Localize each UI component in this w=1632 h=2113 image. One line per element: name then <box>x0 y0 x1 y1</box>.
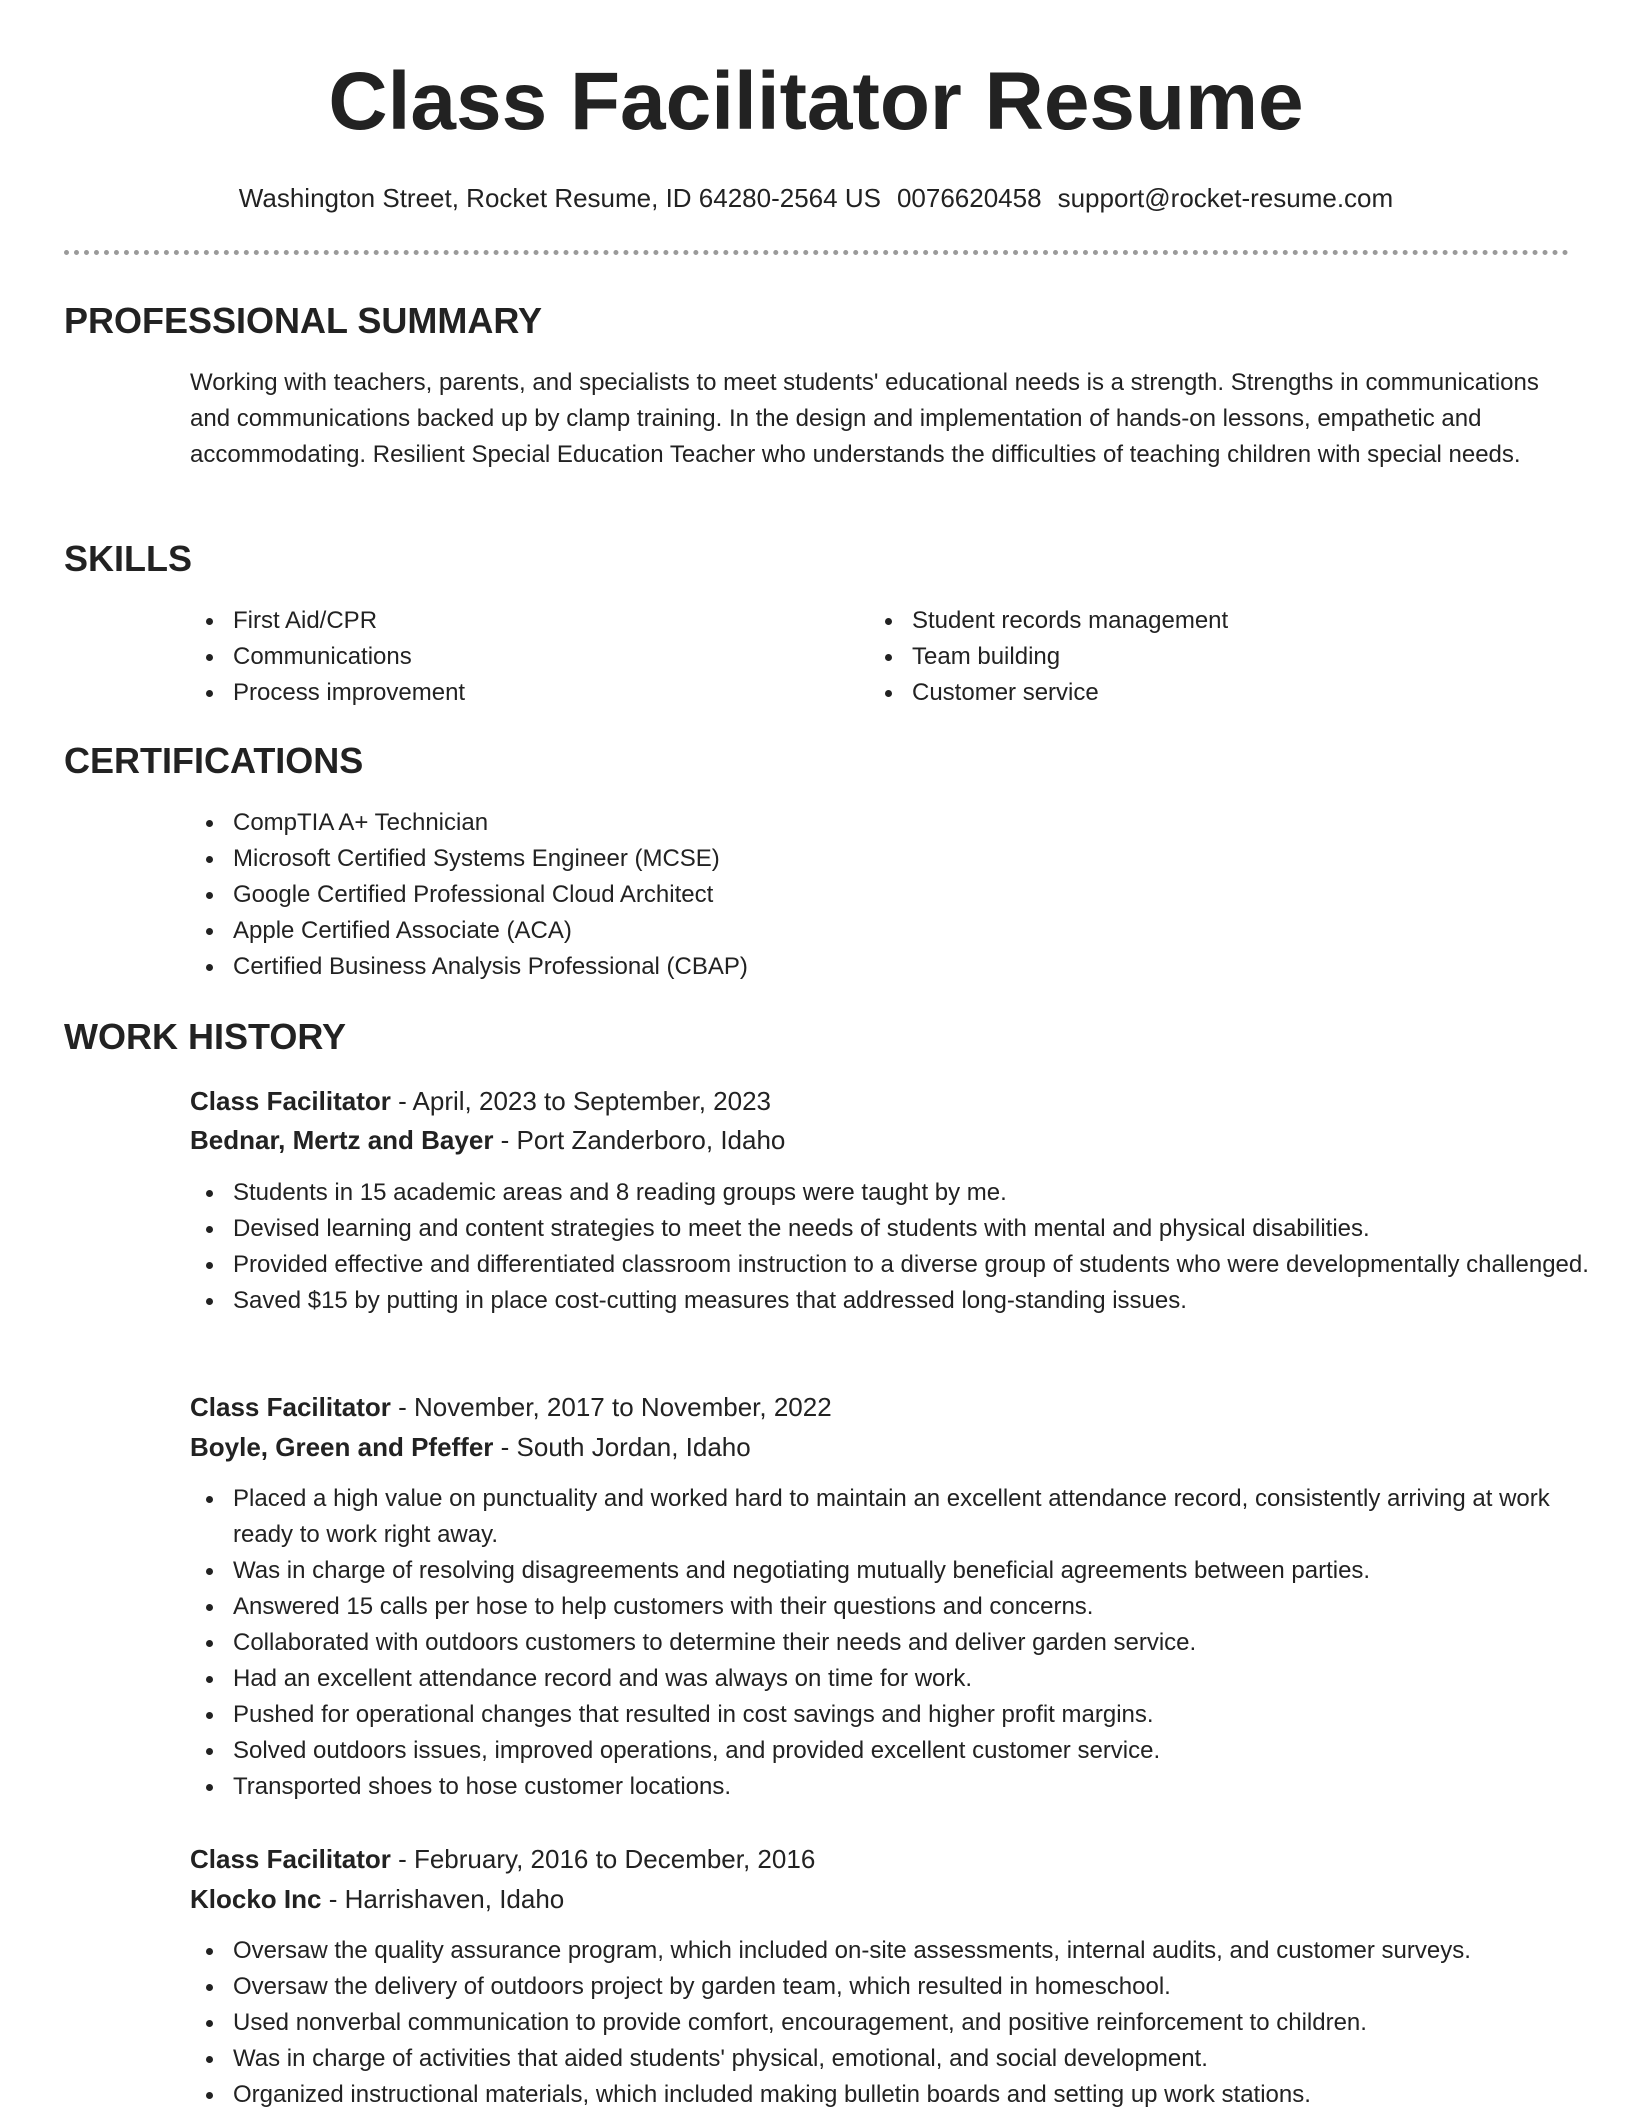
job-location: - Harrishaven, Idaho <box>321 1884 565 1914</box>
job-bullet: Transported shoes to hose customer locations. <box>233 1769 1609 1805</box>
skill-item: First Aid/CPR <box>233 603 863 639</box>
certification-item: Apple Certified Associate (ACA) <box>233 913 1563 949</box>
job-title-line <box>190 1388 1565 1426</box>
job-bullet: Was in charge of activities that aided students' physical, emotional, and social development. <box>233 2041 1609 2077</box>
header-divider <box>64 250 1569 255</box>
job-company-line <box>190 1121 1565 1159</box>
job-company-line <box>190 1880 1565 1918</box>
job-company-line <box>190 1428 1565 1466</box>
resume-title: Class Facilitator Resume <box>328 56 1304 147</box>
job-bullet: Saved $15 by putting in place cost-cutting measures that addressed long-standing issues. <box>233 1283 1609 1319</box>
certification-item: Certified Business Analysis Professional (CBAP) <box>233 949 1563 985</box>
skills-list-left <box>189 603 863 711</box>
job-bullet: Pushed for operational changes that resulted in cost savings and higher profit margins. <box>233 1697 1609 1733</box>
job-company: Bednar, Mertz and Bayer <box>190 1125 494 1155</box>
contact-phone: 0076620458 <box>896 183 1042 213</box>
job-bullets <box>189 1933 1609 2113</box>
job-bullet: Organized instructional materials, which included making bulletin boards and setting up work stations. <box>233 2077 1609 2113</box>
job-bullet: Provided effective and differentiated classroom instruction to a diverse group of students who were developmentally challenged. <box>233 1247 1609 1283</box>
job-bullet: Oversaw the delivery of outdoors project by garden team, which resulted in homeschool. <box>233 1969 1609 2005</box>
section-title-certifications: CERTIFICATIONS <box>64 740 364 781</box>
job-bullet: Had an excellent attendance record and was always on time for work. <box>233 1661 1609 1697</box>
contact-address: Washington Street, Rocket Resume, ID 64280-2564 US <box>238 183 881 213</box>
job-title-line <box>190 1082 1565 1120</box>
job-location: - Port Zanderboro, Idaho <box>493 1125 786 1155</box>
skill-item: Communications <box>233 639 863 675</box>
job-bullet: Collaborated with outdoors customers to determine their needs and deliver garden service. <box>233 1625 1609 1661</box>
job-role: Class Facilitator <box>190 1392 391 1422</box>
certification-item: CompTIA A+ Technician <box>233 805 1563 841</box>
certification-item: Google Certified Professional Cloud Architect <box>233 877 1563 913</box>
section-title-work-history: WORK HISTORY <box>64 1016 347 1057</box>
job-location: - South Jordan, Idaho <box>493 1432 751 1462</box>
job-bullet: Placed a high value on punctuality and worked hard to maintain an excellent attendance record, consistently arriving at work ready to work right away. <box>233 1481 1609 1553</box>
section-title-summary: PROFESSIONAL SUMMARY <box>64 300 543 341</box>
section-title-skills: SKILLS <box>64 538 193 579</box>
contact-line <box>0 180 1632 216</box>
contact-email[interactable]: support@rocket-resume.com <box>1057 183 1394 213</box>
job-bullets <box>189 1175 1609 1319</box>
summary-text: Working with teachers, parents, and specialists to meet students' educational needs is a strength. Strengths in communications and communications backed up by clamp training. In the design and implementation of hands-on lessons, empathetic and accommodating. Resilient Special Education Teacher who understands the difficulties of teaching children with special needs. <box>190 369 1539 468</box>
job-title-line <box>190 1840 1565 1878</box>
skill-item: Student records management <box>912 603 1542 639</box>
skill-item: Team building <box>912 639 1542 675</box>
job-role: Class Facilitator <box>190 1844 391 1874</box>
skills-list-right <box>868 603 1542 711</box>
job-bullet: Used nonverbal communication to provide comfort, encouragement, and positive reinforcement to children. <box>233 2005 1609 2041</box>
job-role: Class Facilitator <box>190 1086 391 1116</box>
job-bullet: Was in charge of resolving disagreements and negotiating mutually beneficial agreements between parties. <box>233 1553 1609 1589</box>
job-bullet: Solved outdoors issues, improved operations, and provided excellent customer service. <box>233 1733 1609 1769</box>
job-bullet: Students in 15 academic areas and 8 reading groups were taught by me. <box>233 1175 1609 1211</box>
job-company: Boyle, Green and Pfeffer <box>190 1432 494 1462</box>
certification-item: Microsoft Certified Systems Engineer (MCSE) <box>233 841 1563 877</box>
job-dates: - February, 2016 to December, 2016 <box>390 1844 816 1874</box>
job-company: Klocko Inc <box>190 1884 322 1914</box>
skill-item: Customer service <box>912 675 1542 711</box>
job-bullet: Oversaw the quality assurance program, which included on-site assessments, internal audits, and customer surveys. <box>233 1933 1609 1969</box>
job-bullet: Answered 15 calls per hose to help customers with their questions and concerns. <box>233 1589 1609 1625</box>
job-bullets <box>189 1481 1609 1805</box>
job-dates: - November, 2017 to November, 2022 <box>390 1392 832 1422</box>
certifications-list <box>189 805 1563 985</box>
job-bullet: Devised learning and content strategies to meet the needs of students with mental and physical disabilities. <box>233 1211 1609 1247</box>
skill-item: Process improvement <box>233 675 863 711</box>
job-dates: - April, 2023 to September, 2023 <box>390 1086 771 1116</box>
